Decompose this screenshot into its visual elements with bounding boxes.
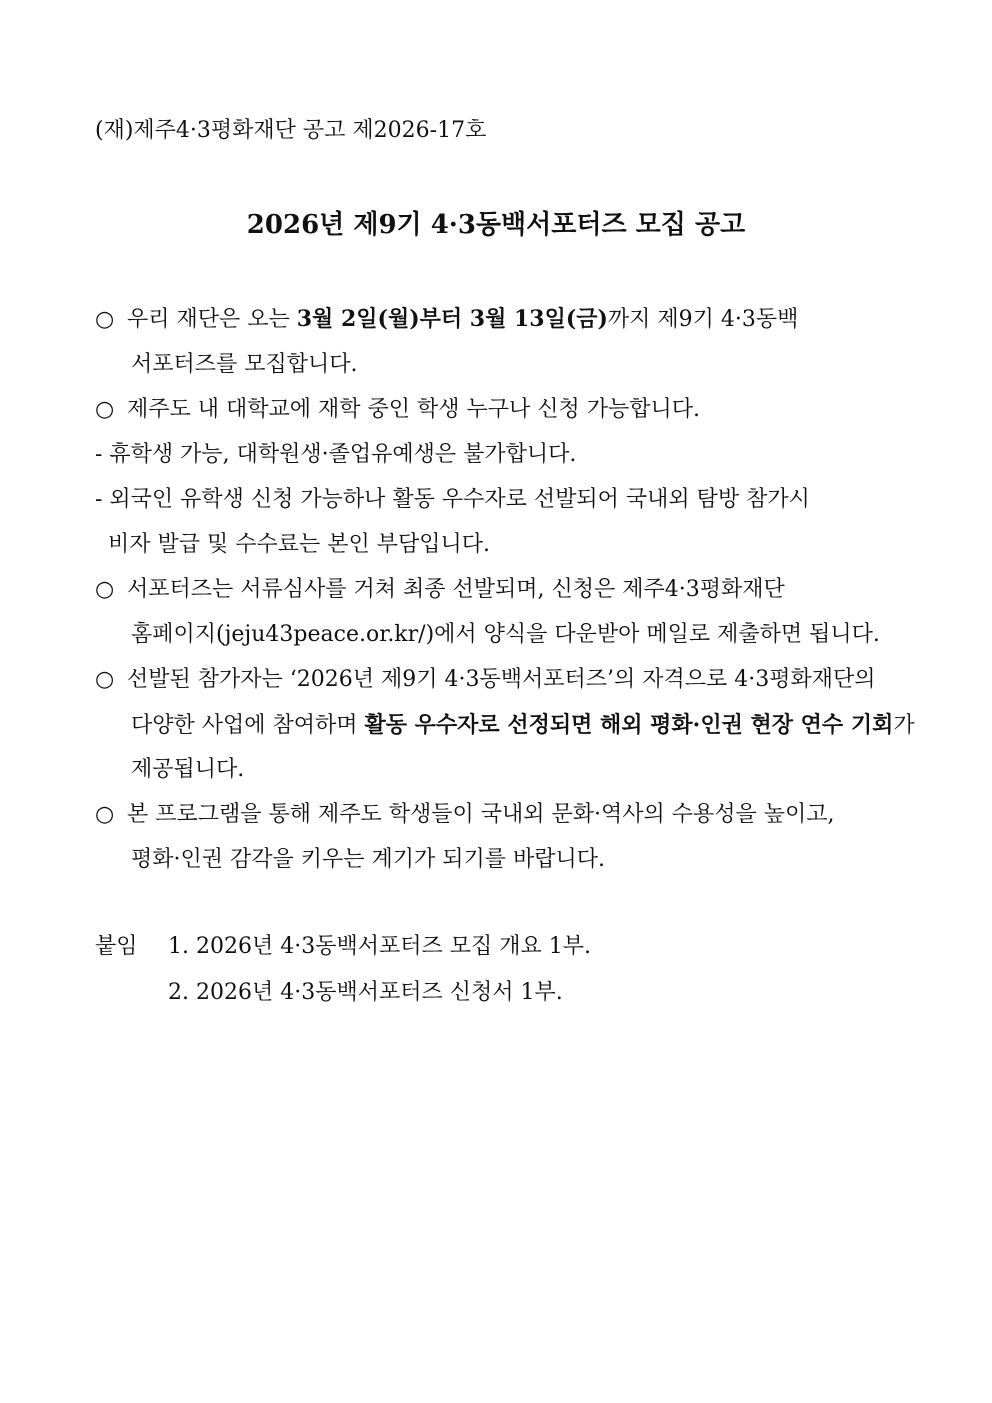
attachment-item-1: 1. 2026년 4·3동백서포터즈 모집 개요 1부. xyxy=(168,934,591,959)
paragraph-2-sub-2-line-2: 비자 발급 및 수수료는 본인 부담입니다. xyxy=(108,532,490,557)
p3-text: 서포터즈는 서류심사를 거쳐 최종 선발되며, 신청은 제주4·3평화재단 xyxy=(127,577,785,602)
p1-text-pre: 우리 재단은 오는 xyxy=(127,307,297,332)
bullet-circle: ○ xyxy=(95,397,115,422)
p4-text-post: 가 xyxy=(893,713,915,738)
paragraph-2-sub-2-line-1: - 외국인 유학생 신청 가능하나 활동 우수자로 선발되어 국내외 탐방 참가시 xyxy=(95,487,810,512)
paragraph-2-line-1 xyxy=(95,395,700,425)
p2-text: 제주도 내 대학교에 재학 중인 학생 누구나 신청 가능합니다. xyxy=(127,397,700,422)
p1-date-range: 3월 2일(월)부터 3월 13일(금) xyxy=(296,306,608,332)
paragraph-5-line-1 xyxy=(95,800,835,830)
paragraph-3-line-2: 홈페이지(jeju43peace.or.kr/)에서 양식을 다운받아 메일로 제출하면 됩니다. xyxy=(131,622,880,647)
p4-highlight: 활동 우수자로 선정되면 해외 평화·인권 현장 연수 기회 xyxy=(364,712,894,738)
bullet-circle: ○ xyxy=(95,667,115,692)
page-title: 2026년 제9기 4·3동백서포터즈 모집 공고 xyxy=(246,210,746,240)
p5-text: 본 프로그램을 통해 제주도 학생들이 국내외 문화·역사의 수용성을 높이고, xyxy=(127,802,835,827)
paragraph-2-sub-1: - 휴학생 가능, 대학원생·졸업유예생은 불가합니다. xyxy=(95,442,577,467)
attachment-item-2: 2. 2026년 4·3동백서포터즈 신청서 1부. xyxy=(168,980,563,1005)
notice-number: (재)제주4·3평화재단 공고 제2026-17호 xyxy=(95,118,487,143)
bullet-circle: ○ xyxy=(95,577,115,602)
paragraph-1-line-2: 서포터즈를 모집합니다. xyxy=(131,352,358,377)
attachments-label: 붙임 xyxy=(95,934,138,959)
p4-text: 선발된 참가자는 ‘2026년 제9기 4·3동백서포터즈’의 자격으로 4·3평화재단의 xyxy=(127,667,876,692)
paragraph-1-line-1 xyxy=(95,304,798,335)
p4-text-pre: 다양한 사업에 참여하며 xyxy=(131,713,365,738)
p1-text-post: 까지 제9기 4·3동백 xyxy=(607,307,799,332)
bullet-circle: ○ xyxy=(95,802,115,827)
paragraph-4-line-3: 제공됩니다. xyxy=(131,757,245,782)
bullet-circle: ○ xyxy=(95,307,115,332)
paragraph-5-line-2: 평화·인권 감각을 키우는 계기가 되기를 바랍니다. xyxy=(131,847,605,872)
paragraph-4-line-1 xyxy=(95,665,875,695)
paragraph-4-line-2 xyxy=(95,710,915,741)
paragraph-3-line-1 xyxy=(95,575,785,605)
